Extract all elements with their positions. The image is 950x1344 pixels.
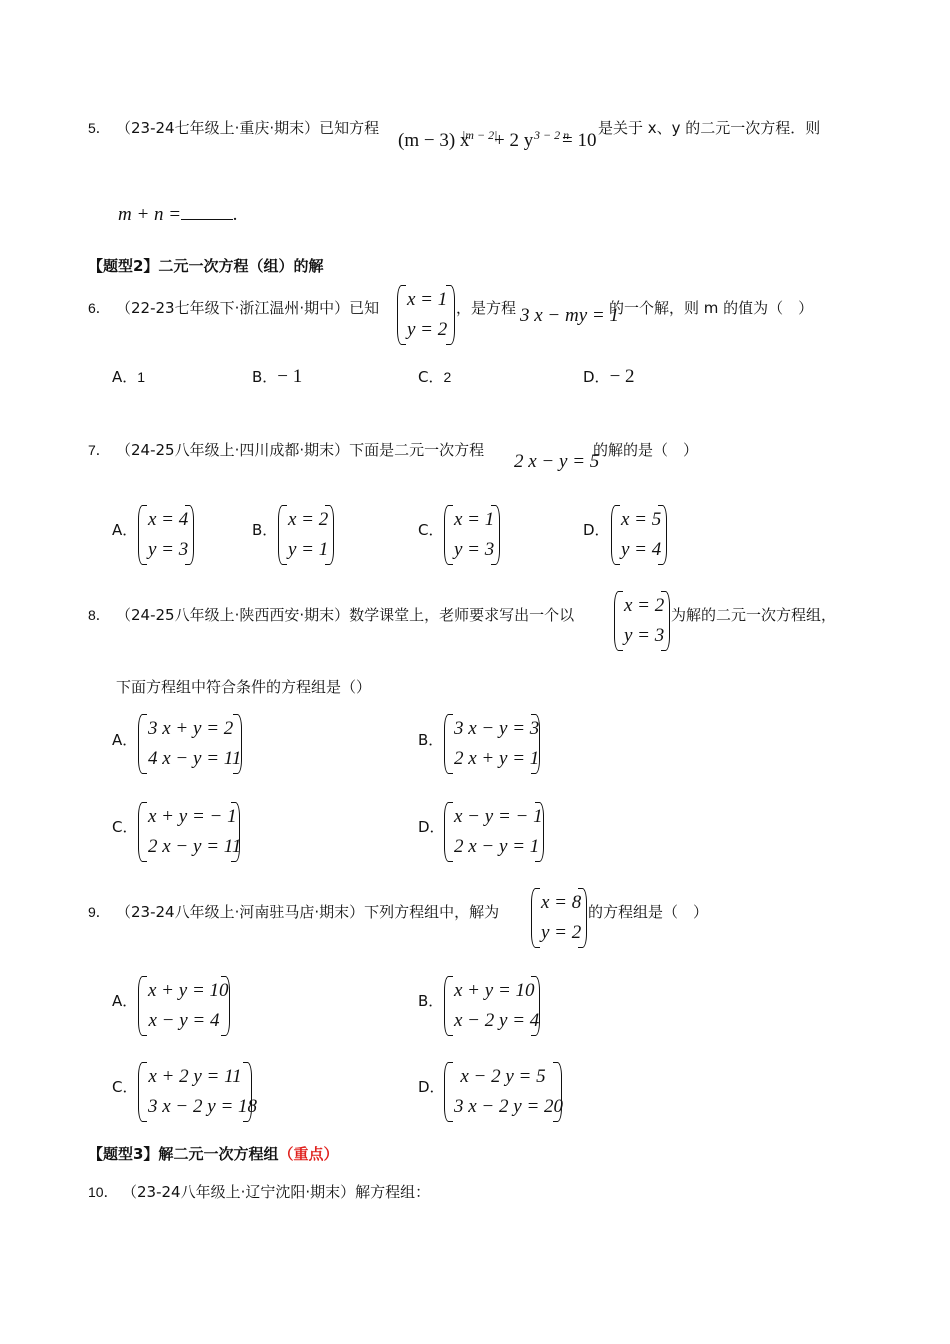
q8-option-a-system[interactable]: 3 x + y = 2 4 x − y = 11 [138, 714, 242, 774]
q5-number: 5． [88, 120, 110, 136]
q5-exponent-1: |m − 2| [462, 128, 498, 142]
q7-source: （24-25八年级上·四川成都·期末）下面是二元一次方程 [116, 441, 485, 459]
q9-option-a-label[interactable]: A． [112, 992, 138, 1010]
q7-tail: 的解的是（ ） [593, 441, 699, 459]
q9-tail: 的方程组是（ ） [588, 903, 709, 921]
q8-option-b-system[interactable]: 3 x − y = 3 2 x + y = 1 [444, 714, 540, 774]
q7-option-b-label[interactable]: B． [252, 521, 278, 539]
q8-option-a-label[interactable]: A． [112, 731, 138, 749]
q7-option-b-system[interactable]: x = 2 y = 1 [278, 505, 334, 565]
q5-eq-rhs: = 10 [562, 130, 597, 151]
q5-tail: 是关于 x、y 的二元一次方程．则 [598, 119, 821, 137]
q8-source: （24-25八年级上·陕西西安·期末）数学课堂上，老师要求写出一个以 [116, 606, 575, 624]
q9-option-b-system[interactable]: x + y = 10 x − 2 y = 4 [444, 976, 540, 1036]
q6-mid: ，是方程 [456, 299, 517, 317]
q9-option-c-label[interactable]: C． [112, 1078, 138, 1096]
q8-option-c-label[interactable]: C． [112, 818, 138, 836]
q7-option-c-label[interactable]: C． [418, 521, 444, 539]
q9-option-b-label[interactable]: B． [418, 992, 444, 1010]
section-3-title: 【题型3】解二元一次方程组（重点） [88, 1145, 339, 1163]
q6-option-b[interactable]: B．− 1 [252, 366, 303, 387]
q6-source: （22-23七年级下·浙江温州·期中）已知 [116, 299, 380, 317]
q9-option-a-system[interactable]: x + y = 10 x − y = 4 [138, 976, 230, 1036]
q7-number: 7． [88, 442, 110, 458]
q5-exponent-2: 3 − 2 n [534, 128, 570, 142]
q5-source: （23-24七年级上·重庆·期末）已知方程 [116, 119, 380, 137]
q6-option-c[interactable]: C．2 [418, 368, 452, 386]
q9-option-d-label[interactable]: D． [418, 1078, 445, 1096]
q6-tail: 的一个解，则 m 的值为（ ） [609, 299, 814, 317]
q6-equation: 3 x − my = 1 [520, 305, 619, 326]
answer-blank[interactable] [181, 205, 233, 220]
q6-option-d[interactable]: D．− 2 [583, 366, 635, 387]
section-2-title: 【题型2】二元一次方程（组）的解 [88, 257, 324, 275]
q8-tail: 为解的二元一次方程组， [671, 606, 837, 624]
q8-option-c-system[interactable]: x + y = − 1 2 x − y = 11 [138, 802, 240, 862]
q8-option-d-label[interactable]: D． [418, 818, 445, 836]
q7-option-c-system[interactable]: x = 1 y = 3 [444, 505, 500, 565]
q6-number: 6． [88, 300, 110, 316]
q9-number: 9． [88, 904, 110, 920]
q8-option-b-label[interactable]: B． [418, 731, 444, 749]
q7-option-a-label[interactable]: A． [112, 521, 138, 539]
q7-option-d-label[interactable]: D． [583, 521, 610, 539]
q9-solution-system: x = 8 y = 2 [531, 888, 587, 948]
q7-option-a-system[interactable]: x = 4 y = 3 [138, 505, 194, 565]
q6-solution-system: x = 1 y = 2 [397, 285, 455, 345]
q9-source: （23-24八年级上·河南驻马店·期末）下列方程组中，解为 [116, 903, 500, 921]
q7-equation: 2 x − y = 5 [514, 451, 600, 472]
q8-line2: 下面方程组中符合条件的方程组是（） [116, 678, 372, 696]
q6-option-a[interactable]: A．1 [112, 368, 146, 386]
q9-option-d-system[interactable]: x − 2 y = 5 3 x − 2 y = 20 [444, 1062, 562, 1122]
q8-number: 8． [88, 607, 110, 623]
q9-option-c-system[interactable]: x + 2 y = 11 3 x − 2 y = 18 [138, 1062, 252, 1122]
q5-answer-line: m + n = . [118, 204, 238, 225]
q7-option-d-system[interactable]: x = 5 y = 4 [611, 505, 667, 565]
q10-source: （23-24八年级上·辽宁沈阳·期末）解方程组： [122, 1183, 431, 1201]
q10-number: 10． [88, 1184, 118, 1200]
q8-option-d-system[interactable]: x − y = − 1 2 x − y = 1 [444, 802, 544, 862]
q5-eq-mid: + 2 y [494, 130, 534, 151]
q5-eq-lhs: (m − 3) x [398, 130, 470, 151]
section-3-highlight: （重点） [278, 1145, 339, 1163]
q8-solution-system: x = 2 y = 3 [614, 591, 670, 651]
